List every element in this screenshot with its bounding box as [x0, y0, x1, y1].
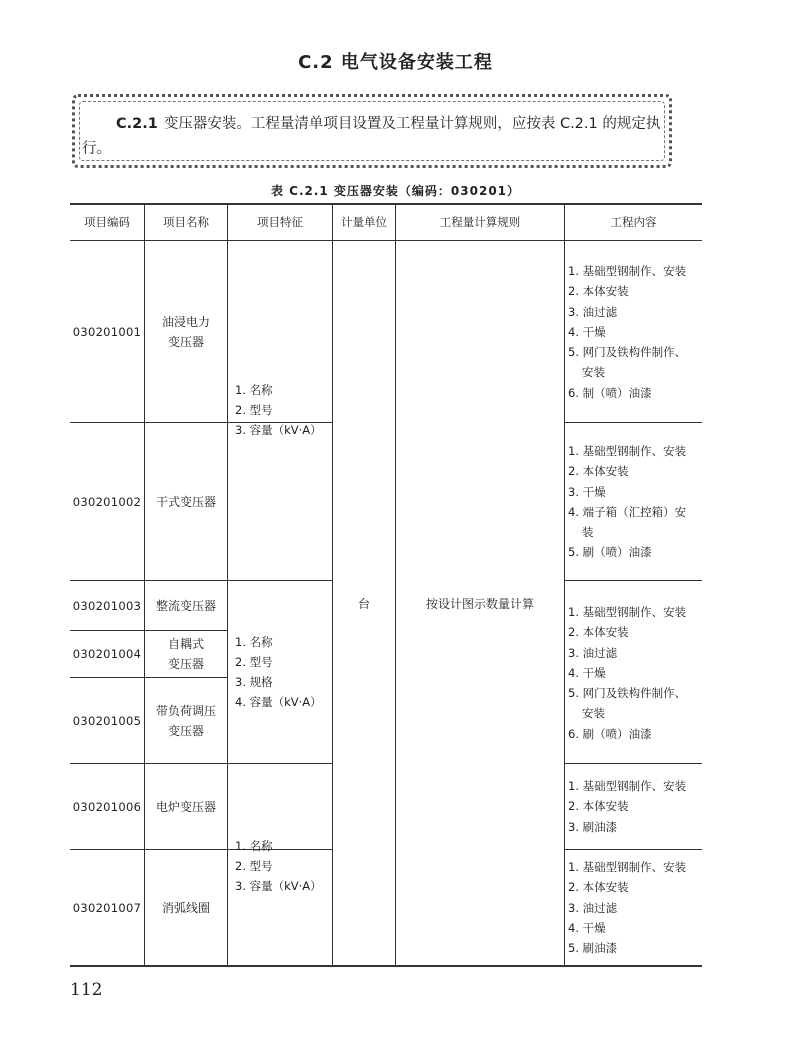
- header-name: 项目名称: [163, 215, 209, 229]
- item-name-line: 自耦式: [167, 637, 204, 651]
- table-bottom-rule: [70, 965, 702, 967]
- features-group-2: [235, 632, 322, 712]
- item-name: [145, 678, 227, 763]
- content-list-5: [568, 857, 686, 958]
- item-code: 030201004: [72, 647, 142, 661]
- item-code: 030201001: [72, 324, 142, 339]
- content-item: [568, 703, 686, 723]
- content-item: 3. 油过滤: [568, 645, 618, 660]
- content-item: 5. 刷（喷）油漆: [568, 545, 652, 560]
- item-name: [145, 631, 227, 677]
- row-divider: [564, 763, 702, 764]
- feature-item: 1. 名称: [235, 383, 273, 397]
- column-divider: [395, 204, 396, 966]
- item-code: 030201002: [72, 494, 142, 509]
- content-list-3: [568, 602, 686, 744]
- content-item: 1. 基础型钢制作、安装: [568, 264, 687, 278]
- content-list-4: [568, 776, 686, 837]
- quantity-rule: 按设计图示数量计算: [425, 597, 534, 611]
- item-name-line: 消弧线圈: [161, 900, 210, 915]
- content-item: 3. 干燥: [568, 484, 606, 499]
- content-item: 6. 制（喷）油漆: [568, 385, 652, 400]
- note-paragraph: [82, 112, 678, 162]
- item-name-line: 电炉变压器: [155, 799, 216, 814]
- item-code: 030201007: [72, 900, 142, 915]
- item-name-line: 油浸电力: [161, 314, 210, 329]
- feature-item: 4. 容量（kV·A）: [235, 695, 322, 709]
- page-number: 112: [70, 980, 103, 1000]
- content-item: 5. 刷油漆: [568, 941, 618, 956]
- content-item: 3. 油过滤: [568, 900, 618, 915]
- content-item: 2. 本体安装: [568, 464, 629, 479]
- feature-item: 2. 型号: [235, 655, 273, 669]
- content-item: 2. 本体安装: [568, 625, 629, 640]
- content-item: 3. 刷油漆: [568, 819, 618, 834]
- content-item: 1. 基础型钢制作、安装: [568, 444, 687, 458]
- content-item: 1. 基础型钢制作、安装: [568, 779, 687, 793]
- feature-item: 2. 型号: [235, 403, 273, 417]
- item-name-line: 变压器: [167, 657, 204, 671]
- header-content: 工程内容: [610, 215, 657, 229]
- column-divider: [564, 204, 565, 966]
- item-name: [145, 850, 227, 965]
- feature-item: 3. 规格: [235, 675, 273, 689]
- unit-value: 台: [357, 597, 370, 611]
- section-title: C.2 电气设备安装工程: [298, 52, 493, 73]
- content-item: 4. 端子箱（汇控箱）安: [568, 504, 687, 519]
- item-name: [145, 241, 227, 422]
- feature-item: 3. 容量（kV·A）: [235, 879, 322, 893]
- feature-item: 3. 容量（kV·A）: [235, 423, 322, 437]
- content-item: 4. 干燥: [568, 920, 606, 935]
- item-name-line: 干式变压器: [155, 494, 216, 509]
- content-item: 5. 网门及铁构件制作、: [568, 686, 687, 701]
- column-divider: [332, 204, 333, 966]
- item-name-line: 变压器: [167, 334, 204, 349]
- content-list-2: [568, 441, 686, 563]
- note-number: C.2.1: [116, 116, 158, 132]
- content-item: 1. 基础型钢制作、安装: [568, 605, 687, 619]
- features-group-1: [235, 380, 322, 440]
- content-item: 4. 干燥: [568, 324, 606, 339]
- row-divider: [564, 849, 702, 850]
- item-name-line: 整流变压器: [155, 598, 216, 613]
- item-name: [145, 581, 227, 630]
- content-item: 1. 基础型钢制作、安装: [568, 860, 687, 874]
- item-name: [145, 423, 227, 580]
- feature-item: 2. 型号: [235, 859, 273, 873]
- content-item: 6. 刷（喷）油漆: [568, 726, 652, 741]
- feature-item: 1. 名称: [235, 839, 273, 853]
- header-rule: 工程量计算规则: [439, 215, 521, 229]
- item-code: 030201003: [72, 598, 142, 613]
- item-name-line: 带负荷调压: [155, 703, 216, 718]
- content-item: 3. 油过滤: [568, 304, 618, 319]
- item-code: 030201006: [72, 799, 142, 814]
- item-name: [145, 764, 227, 849]
- note-body: 变压器安装。工程量清单项目设置及工程量计算规则，应按表 C.2.1 的规定执行。: [82, 116, 661, 157]
- column-divider: [227, 204, 228, 966]
- content-item-continued: 装: [582, 525, 594, 540]
- row-divider: [564, 580, 702, 581]
- content-item: 4. 干燥: [568, 665, 606, 680]
- content-item: 2. 本体安装: [568, 284, 629, 299]
- feature-item: 1. 名称: [235, 635, 273, 649]
- header-unit: 计量单位: [341, 215, 387, 229]
- content-item: 2. 本体安装: [568, 799, 629, 814]
- item-name-line: 变压器: [167, 723, 204, 738]
- features-group-3: [235, 836, 322, 896]
- content-item: [568, 362, 686, 382]
- content-item: [568, 522, 686, 542]
- content-list-1: [568, 261, 686, 403]
- content-item-continued: 安装: [582, 365, 605, 380]
- header-code: 项目编码: [84, 215, 130, 229]
- table-caption: 表 C.2.1 变压器安装（编码：030201）: [270, 184, 521, 198]
- header-features: 项目特征: [257, 215, 303, 229]
- content-item: 5. 网门及铁构件制作、: [568, 345, 687, 360]
- content-item: 2. 本体安装: [568, 880, 629, 895]
- item-code: 030201005: [72, 713, 142, 728]
- content-item-continued: 安装: [582, 706, 605, 721]
- row-divider: [564, 422, 702, 423]
